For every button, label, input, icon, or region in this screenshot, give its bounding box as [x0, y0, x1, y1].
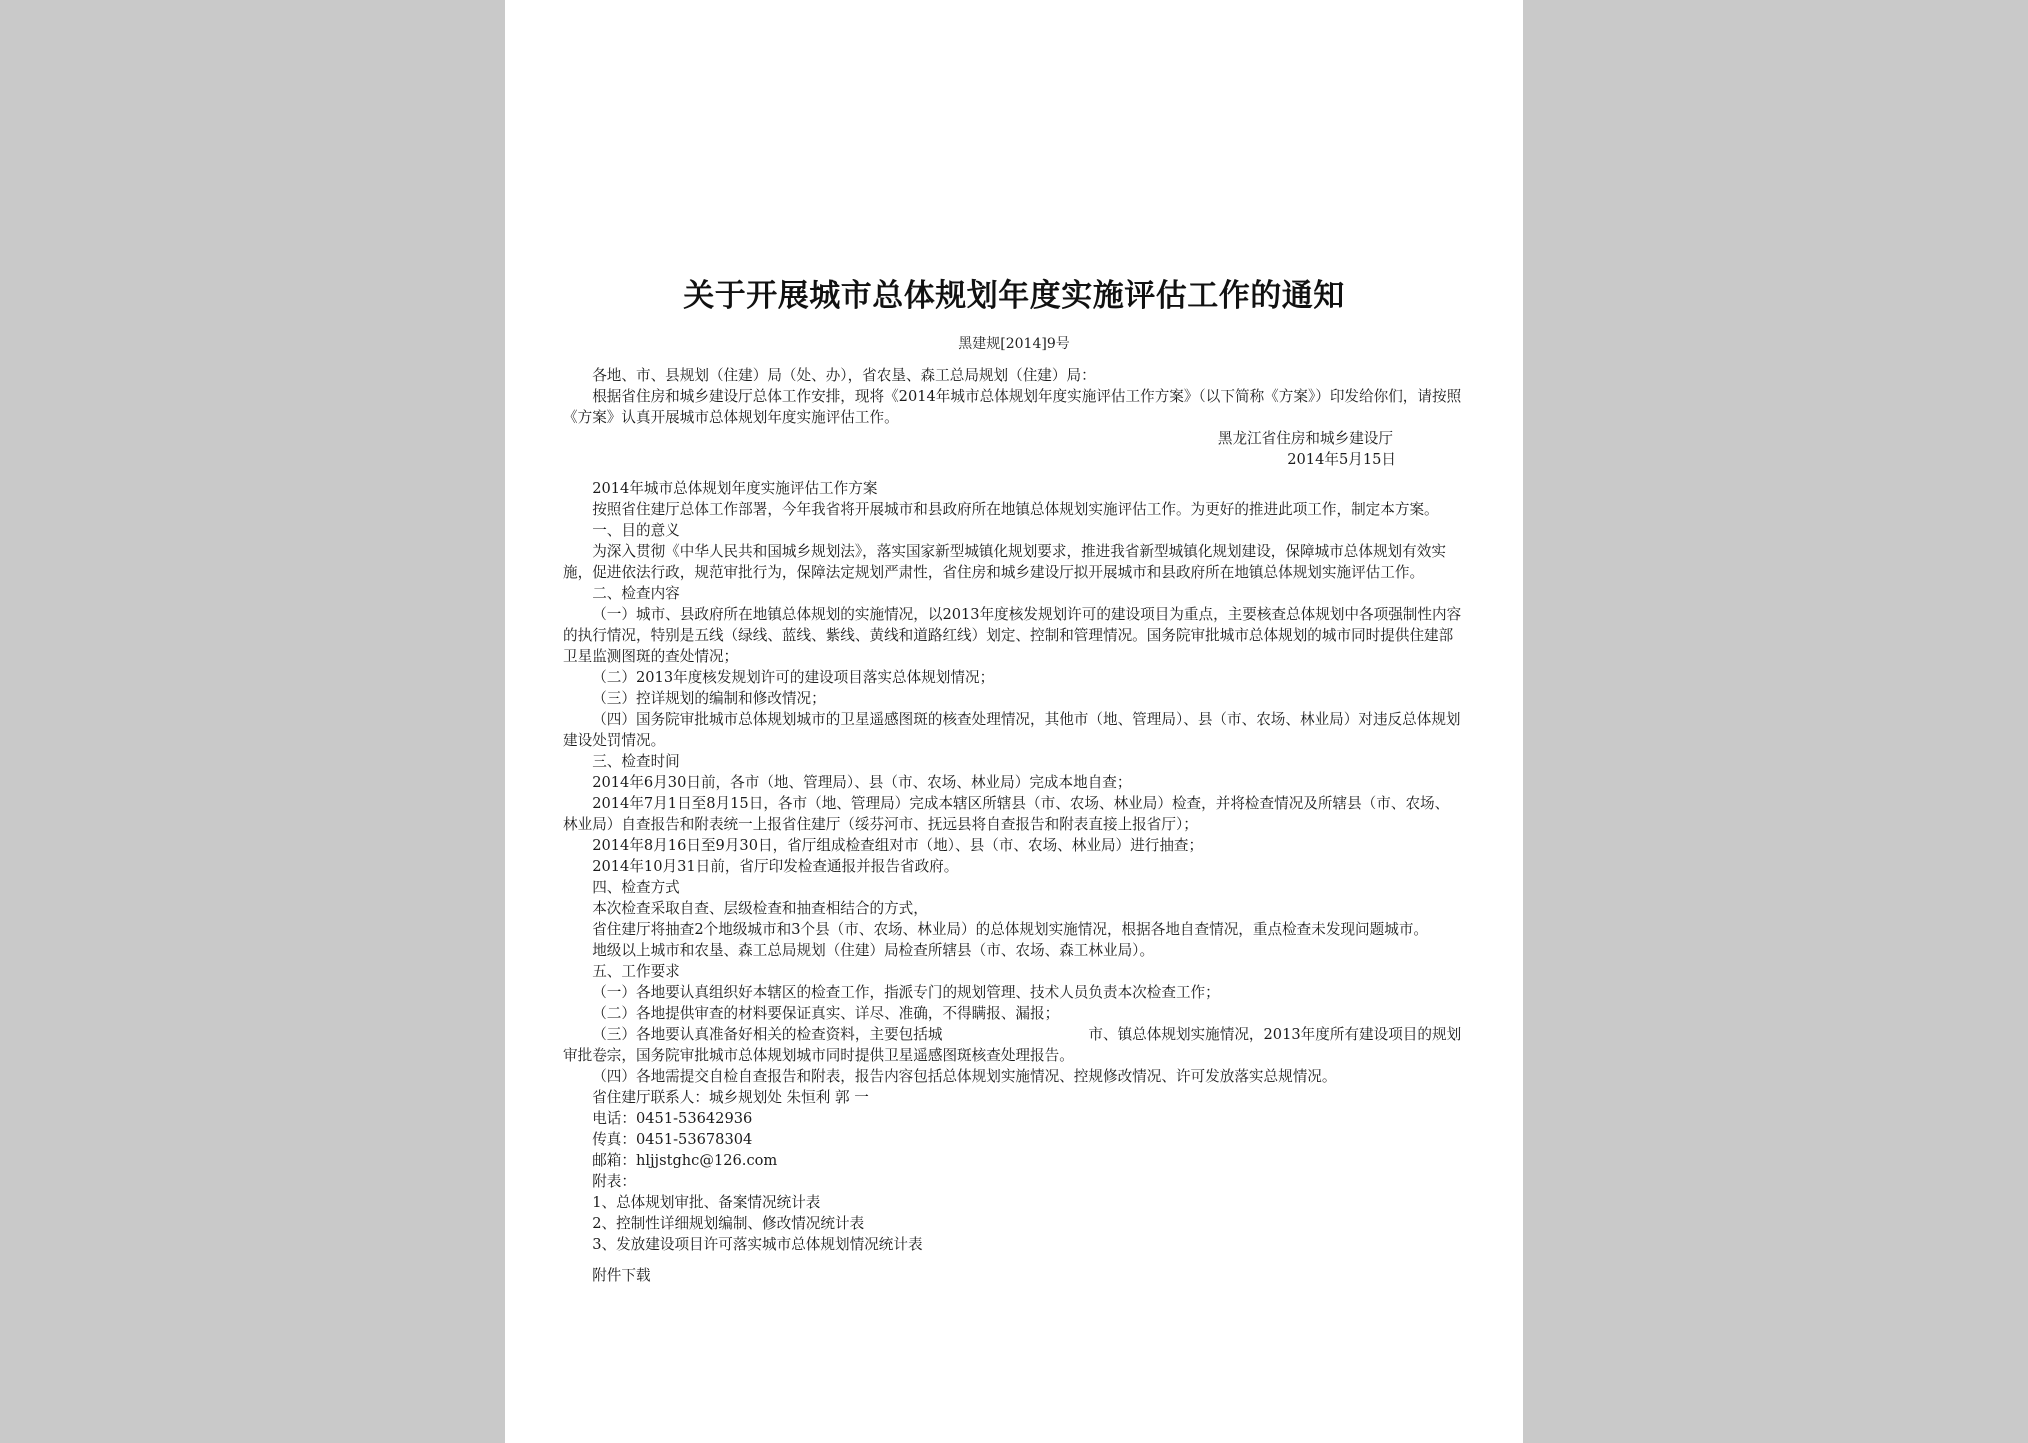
signature-date: 2014年5月15日 — [1287, 451, 1396, 468]
plan-title: 2014年城市总体规划年度实施评估工作方案 — [592, 480, 878, 497]
appendix-item: 2、控制性详细规划编制、修改情况统计表 — [592, 1215, 865, 1232]
section-heading: 四、检查方式 — [592, 879, 680, 896]
section-heading: 二、检查内容 — [592, 585, 680, 602]
list-item: （三）控详规划的编制和修改情况； — [592, 690, 826, 707]
list-item: 2014年10月31日前，省厅印发检查通报并报告省政府。 — [592, 858, 959, 875]
plan-intro: 按照省住建厅总体工作部署，今年我省将开展城市和县政府所在地镇总体规划实施评估工作。为更好的推进此项工作，制定本方案。 — [592, 501, 1439, 518]
list-item: 2014年8月16日至9月30日，省厅组成检查组对市（地）、县（市、农场、林业局）进行抽查； — [592, 837, 1204, 854]
list-item: 地级以上城市和农垦、森工总局规划（住建）局检查所辖县（市、农场、森工林业局）。 — [592, 942, 1155, 959]
appendix-heading: 附表： — [592, 1173, 636, 1190]
list-item: （二）各地提供审查的材料要保证真实、详尽、准确，不得瞒报、漏报； — [592, 1005, 1060, 1022]
list-item: （三）各地要认真准备好相关的检查资料，主要包括城 市、镇总体规划实施情况，2013年度所有建设项目的规划审批卷宗，国务院审批城市总体规划城市同时提供卫星遥感图斑核查处理报告。 — [563, 1026, 1462, 1064]
list-item: 2014年7月1日至8月15日，各市（地、管理局）完成本辖区所辖县（市、农场、林业局）检查，并将检查情况及所辖县（市、农场、林业局）自查报告和附表统一上报省住建厅（绥芬河市、抚远县将自查报告和附表直接上报省厅）； — [563, 795, 1450, 833]
document-number: 黑建规[2014]9号 — [958, 336, 1070, 352]
section-heading: 三、检查时间 — [592, 753, 680, 770]
list-item: 2014年6月30日前，各市（地、管理局）、县（市、农场、林业局）完成本地自查； — [592, 774, 1132, 791]
list-item: 省住建厅将抽查2个地级城市和3个县（市、农场、林业局）的总体规划实施情况，根据各地自查情况，重点检查未发现问题城市。 — [592, 921, 1429, 938]
contact-email: 邮箱：hljjstghc@126.com — [592, 1152, 778, 1169]
list-item: （四）国务院审批城市总体规划城市的卫星遥感图斑的核查处理情况，其他市（地、管理局）、县（市、农场、林业局）对违反总体规划建设处罚情况。 — [563, 711, 1461, 749]
contact-fax: 传真：0451-53678304 — [592, 1131, 753, 1148]
download-link[interactable]: 附件下载 — [592, 1267, 651, 1284]
list-item: （一）城市、县政府所在地镇总体规划的实施情况，以2013年度核发规划许可的建设项目为重点，主要核查总体规划中各项强制性内容的执行情况，特别是五线（绿线、蓝线、紫线、黄线和道路红线）划定、控制和管理情况。国务院审批城市总体规划的城市同时提供住建部卫星监测图斑的查处情况； — [563, 606, 1462, 665]
list-item: 本次检查采取自查、层级检查和抽查相结合的方式， — [592, 900, 928, 917]
appendix-item: 3、发放建设项目许可落实城市总体规划情况统计表 — [592, 1236, 923, 1253]
contact-person: 省住建厅联系人：城乡规划处 朱恒利 郭 一 — [592, 1089, 869, 1106]
list-item: （二）2013年度核发规划许可的建设项目落实总体规划情况； — [592, 669, 995, 686]
intro-paragraph: 根据省住房和城乡建设厅总体工作安排，现将《2014年城市总体规划年度实施评估工作方案》（以下简称《方案》）印发给你们，请按照《方案》认真开展城市总体规划年度实施评估工作。 — [563, 388, 1462, 426]
list-item: （一）各地要认真组织好本辖区的检查工作，指派专门的规划管理、技术人员负责本次检查工作； — [592, 984, 1220, 1001]
document-page — [505, 0, 1523, 1443]
document-title: 关于开展城市总体规划年度实施评估工作的通知 — [683, 278, 1345, 314]
list-item: （四）各地需提交自检自查报告和附表，报告内容包括总体规划实施情况、控规修改情况、许可发放落实总规情况。 — [592, 1068, 1337, 1085]
addressee: 各地、市、县规划（住建）局（处、办），省农垦、森工总局规划（住建）局： — [592, 367, 1096, 384]
section-heading: 五、工作要求 — [592, 963, 680, 980]
signature-org: 黑龙江省住房和城乡建设厅 — [1217, 430, 1393, 447]
appendix-item: 1、总体规划审批、备案情况统计表 — [592, 1194, 821, 1211]
section-heading: 一、目的意义 — [592, 522, 680, 539]
document-body — [563, 365, 1463, 1286]
contact-phone: 电话：0451-53642936 — [592, 1110, 753, 1127]
section-paragraph: 为深入贯彻《中华人民共和国城乡规划法》，落实国家新型城镇化规划要求，推进我省新型城镇化规划建设，保障城市总体规划有效实施，促进依法行政，规范审批行为，保障法定规划严肃性，省住房和城乡建设厅拟开展城市和县政府所在地镇总体规划实施评估工作。 — [563, 543, 1446, 581]
